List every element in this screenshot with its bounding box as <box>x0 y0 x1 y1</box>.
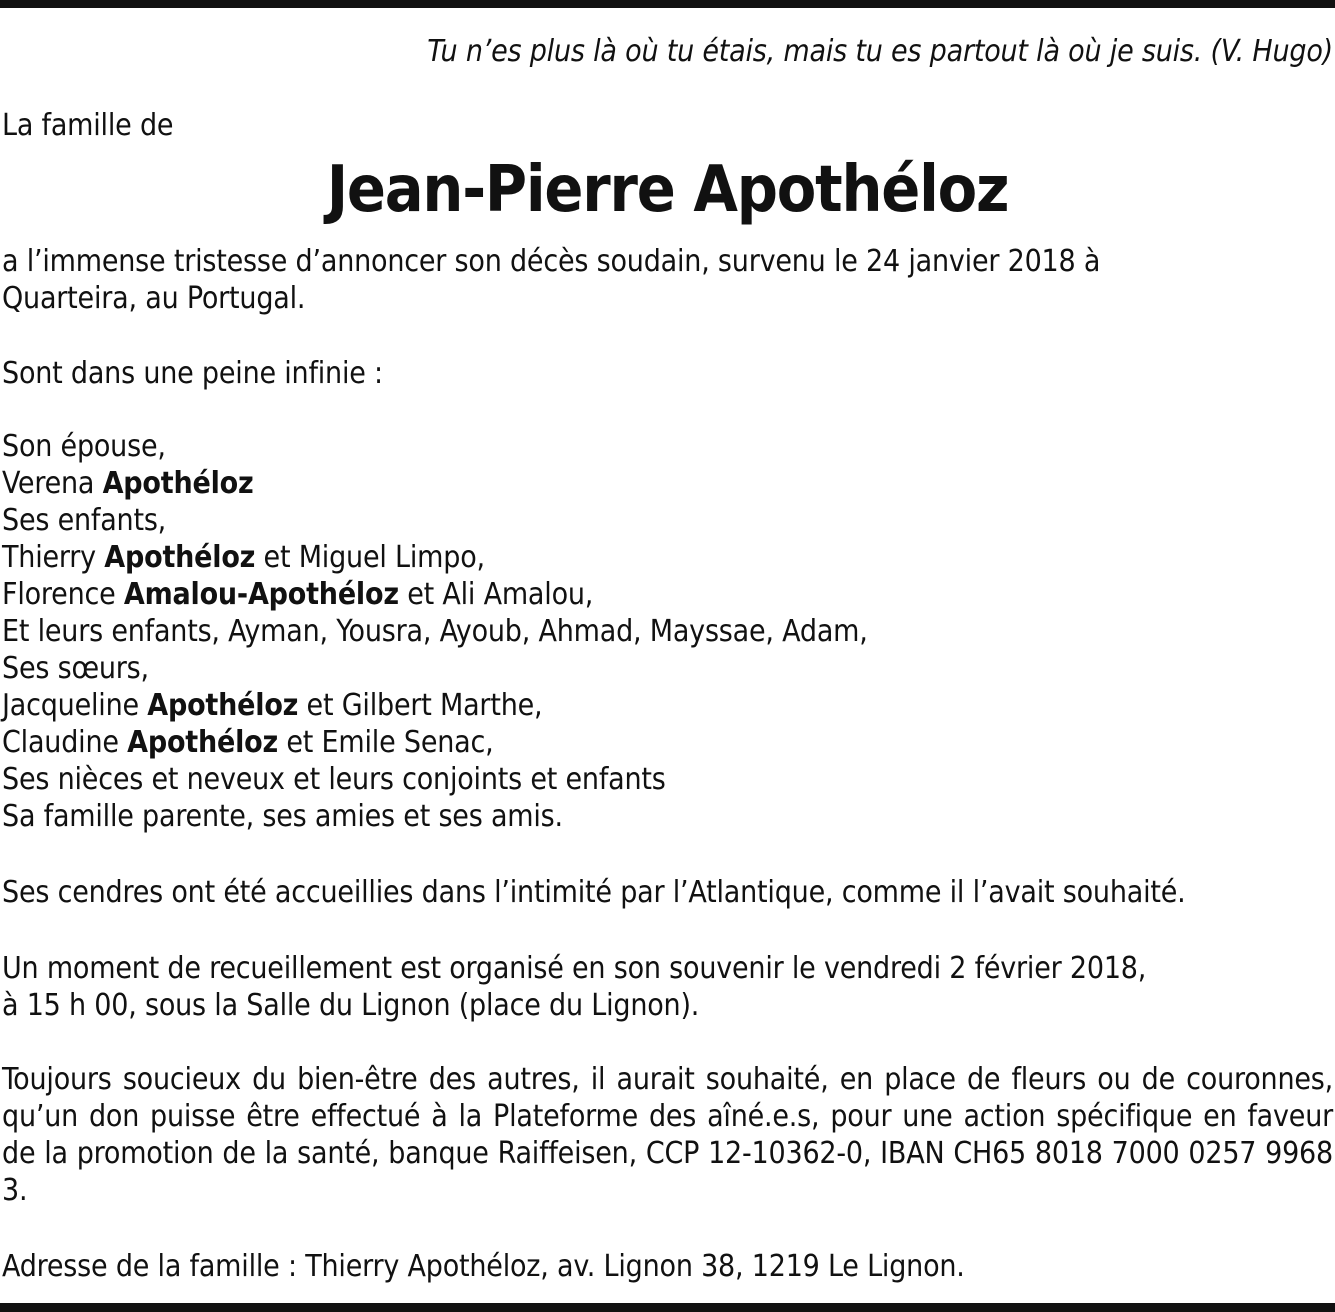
mourner-line <box>2 798 868 835</box>
mourner-line <box>2 502 868 539</box>
ceremony-paragraph <box>2 950 1146 1024</box>
mourner-text: Ses sœurs, <box>2 651 149 686</box>
mourner-text: Sa famille parente, ses amies et ses amis. <box>2 799 563 834</box>
mourner-line <box>2 650 868 687</box>
ceremony-line: Un moment de recueillement est organisé en son souvenir le vendredi 2 février 2018, <box>2 951 1147 986</box>
bottom-rule <box>0 1303 1335 1312</box>
mourner-text: Verena <box>2 466 103 501</box>
mourner-line <box>2 613 868 650</box>
intro-text: La famille de <box>2 108 174 143</box>
mourner-surname: Apothéloz <box>104 540 256 575</box>
deceased-name: Jean-Pierre Apothéloz <box>326 153 1009 227</box>
mourner-text: Jacqueline <box>2 688 148 723</box>
epigraph-quote: Tu n’es plus là où tu étais, mais tu es partout là où je suis. (V. Hugo) <box>427 34 1333 69</box>
donation-paragraph: Toujours soucieux du bien-être des autres, il aurait souhaité, en place de fleurs ou de couronnes, qu’un don puisse être effectué à la Plateforme des aîné.e.s, pour une action spécifique en faveur de la promotion de la santé, banque Raiffeisen, CCP 12-10362-0, IBAN CH65 8018 7000 0257 9968 3. <box>2 1062 1333 1208</box>
mourner-text: Son épouse, <box>2 429 166 464</box>
mourner-text: Florence <box>2 577 124 612</box>
mourner-text: Et leurs enfants, Ayman, Yousra, Ayoub, Ahmad, Mayssae, Adam, <box>2 614 868 649</box>
ashes-paragraph: Ses cendres ont été accueillies dans l’intimité par l’Atlantique, comme il l’avait souhaité. <box>2 875 1186 910</box>
mourner-surname: Apothéloz <box>147 688 299 723</box>
mourner-text: Ses enfants, <box>2 503 167 538</box>
mourner-text: et Emile Senac, <box>278 725 494 760</box>
announcement-line: Quarteira, au Portugal. <box>2 281 306 316</box>
mourner-line <box>2 428 868 465</box>
mourner-text: et Miguel Limpo, <box>255 540 485 575</box>
mourner-text: Thierry <box>2 540 105 575</box>
mourner-surname: Apothéloz <box>102 466 254 501</box>
announcement-line: a l’immense tristesse d’annoncer son décès soudain, survenu le 24 janvier 2018 à <box>2 244 1101 279</box>
mourner-text: Ses nièces et neveux et leurs conjoints et enfants <box>2 762 666 797</box>
mourners-intro: Sont dans une peine infinie : <box>2 356 383 391</box>
announcement-paragraph <box>2 243 1100 317</box>
mourner-line <box>2 539 868 576</box>
mourners-list <box>2 428 868 835</box>
mourner-surname: Apothéloz <box>127 725 279 760</box>
mourner-line <box>2 465 868 502</box>
mourner-text: Claudine <box>2 725 128 760</box>
mourner-line <box>2 687 868 724</box>
mourner-text: et Ali Amalou, <box>398 577 594 612</box>
mourner-surname: Amalou-Apothéloz <box>123 577 399 612</box>
mourner-line <box>2 761 868 798</box>
mourner-text: et Gilbert Marthe, <box>298 688 543 723</box>
family-address: Adresse de la famille : Thierry Apothéloz, av. Lignon 38, 1219 Le Lignon. <box>2 1249 965 1284</box>
ceremony-line: à 15 h 00, sous la Salle du Lignon (place du Lignon). <box>2 988 700 1023</box>
mourner-line <box>2 724 868 761</box>
top-rule <box>0 0 1335 8</box>
mourner-line <box>2 576 868 613</box>
